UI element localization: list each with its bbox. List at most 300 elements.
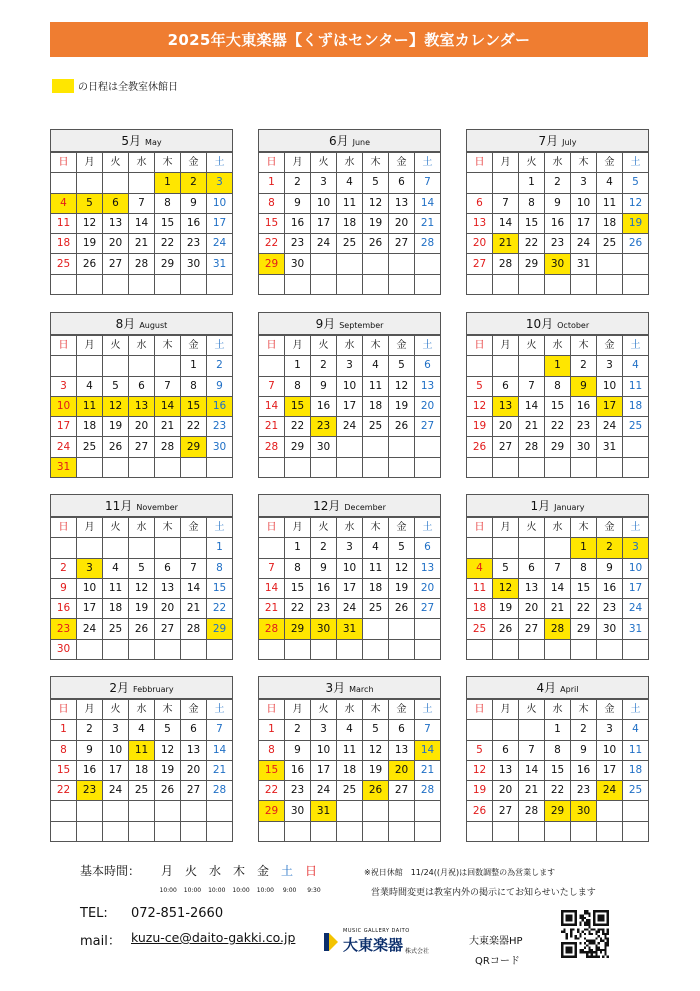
weekday-cell: 水 (129, 700, 155, 720)
weekday-cell: 火 (311, 700, 337, 720)
day-cell (415, 254, 441, 274)
weekday-cell: 月 (77, 153, 103, 173)
day-cell: 20 (467, 234, 493, 254)
day-cell (571, 457, 597, 477)
week-row (51, 193, 233, 213)
week-row (51, 599, 233, 619)
day-cell: 5 (363, 173, 389, 193)
weekday-cell: 土 (623, 153, 649, 173)
weekday-cell: 月 (77, 518, 103, 538)
weekday-cell: 月 (77, 336, 103, 356)
day-cell: 22 (519, 234, 545, 254)
day-cell: 9 (597, 558, 623, 578)
day-cell: 25 (51, 254, 77, 274)
day-cell: 1 (545, 720, 571, 740)
day-cell: 16 (285, 760, 311, 780)
day-cell: 14 (207, 740, 233, 760)
week-row (259, 274, 441, 294)
day-cell: 26 (623, 234, 649, 254)
day-cell: 25 (337, 234, 363, 254)
day-cell: 29 (545, 437, 571, 457)
day-cell: 11 (337, 193, 363, 213)
day-cell (285, 274, 311, 294)
day-cell: 6 (129, 376, 155, 396)
day-cell: 8 (519, 193, 545, 213)
week-row (259, 578, 441, 598)
month-calendar (466, 494, 649, 660)
day-cell: 1 (207, 538, 233, 558)
day-cell: 28 (519, 437, 545, 457)
day-cell (337, 639, 363, 659)
day-cell (415, 437, 441, 457)
week-row (51, 578, 233, 598)
day-cell (207, 457, 233, 477)
day-cell: 27 (389, 781, 415, 801)
day-cell: 26 (103, 437, 129, 457)
weekday-row (259, 700, 441, 720)
day-cell: 28 (415, 781, 441, 801)
month-header (258, 312, 441, 335)
day-cell (103, 821, 129, 841)
day-cell (155, 821, 181, 841)
week-row (51, 720, 233, 740)
day-cell (259, 639, 285, 659)
day-cell: 27 (493, 437, 519, 457)
day-cell: 7 (129, 193, 155, 213)
day-cell: 28 (259, 437, 285, 457)
day-cell (337, 821, 363, 841)
day-cell: 30 (571, 437, 597, 457)
week-row (51, 639, 233, 659)
week-row (467, 417, 649, 437)
day-cell: 12 (467, 760, 493, 780)
weekday-cell: 水 (129, 336, 155, 356)
day-cell: 10 (51, 396, 77, 416)
day-cell: 19 (103, 417, 129, 437)
week-row (467, 457, 649, 477)
page-title: 2025年大東楽器【くずはセンター】教室カレンダー (167, 31, 531, 49)
day-cell: 1 (285, 538, 311, 558)
day-cell: 25 (597, 234, 623, 254)
day-cell: 22 (207, 599, 233, 619)
day-cell (415, 821, 441, 841)
day-cell: 18 (363, 396, 389, 416)
day-cell: 5 (467, 740, 493, 760)
weekday-cell: 水 (545, 700, 571, 720)
day-cell (77, 274, 103, 294)
day-cell (389, 639, 415, 659)
month-label: 5月 (121, 134, 142, 148)
day-cell (311, 457, 337, 477)
week-row (51, 356, 233, 376)
day-cell: 25 (77, 437, 103, 457)
day-cell: 23 (77, 781, 103, 801)
week-row (51, 558, 233, 578)
day-cell (597, 639, 623, 659)
month-label: 9月 (315, 317, 336, 331)
month-calendar (466, 312, 649, 478)
day-cell: 19 (493, 599, 519, 619)
weekday-cell: 日 (51, 153, 77, 173)
day-cell (51, 821, 77, 841)
day-cell (389, 457, 415, 477)
day-cell (181, 457, 207, 477)
day-cell (337, 457, 363, 477)
day-cell: 24 (103, 781, 129, 801)
month-label: 12月 (313, 499, 341, 513)
day-cell: 24 (623, 599, 649, 619)
day-cell (467, 639, 493, 659)
day-cell: 3 (77, 558, 103, 578)
day-cell: 5 (493, 558, 519, 578)
day-cell: 2 (207, 356, 233, 376)
week-row (467, 376, 649, 396)
day-cell (103, 538, 129, 558)
day-cell: 28 (545, 619, 571, 639)
week-row (467, 801, 649, 821)
weekday-cell: 月 (493, 153, 519, 173)
day-cell: 7 (259, 376, 285, 396)
weekday-row (259, 153, 441, 173)
month-label: 8月 (115, 317, 136, 331)
day-cell: 2 (597, 538, 623, 558)
month-header (50, 129, 233, 152)
day-cell (363, 619, 389, 639)
day-cell (467, 356, 493, 376)
weekday-cell: 月 (285, 518, 311, 538)
weekday-cell: 金 (181, 336, 207, 356)
day-cell: 6 (493, 740, 519, 760)
day-cell: 11 (623, 376, 649, 396)
weekday-cell: 土 (415, 153, 441, 173)
week-row (467, 599, 649, 619)
day-cell (337, 254, 363, 274)
day-cell (51, 274, 77, 294)
day-cell: 19 (389, 396, 415, 416)
week-row (467, 720, 649, 740)
week-row (51, 437, 233, 457)
day-cell: 26 (467, 437, 493, 457)
month-table (466, 335, 649, 478)
day-cell (311, 274, 337, 294)
day-cell: 25 (623, 781, 649, 801)
week-row (467, 173, 649, 193)
day-cell: 3 (311, 720, 337, 740)
day-cell: 14 (519, 396, 545, 416)
day-cell: 11 (467, 578, 493, 598)
week-row (467, 740, 649, 760)
week-row (51, 781, 233, 801)
week-row (51, 376, 233, 396)
day-cell: 20 (493, 781, 519, 801)
day-cell: 11 (337, 740, 363, 760)
day-cell: 18 (623, 760, 649, 780)
day-cell (155, 801, 181, 821)
day-cell: 7 (181, 558, 207, 578)
day-cell (571, 639, 597, 659)
day-cell: 11 (103, 578, 129, 598)
day-cell: 21 (519, 781, 545, 801)
day-cell: 31 (337, 619, 363, 639)
day-cell (519, 356, 545, 376)
day-cell: 5 (389, 356, 415, 376)
day-cell: 14 (493, 213, 519, 233)
weekday-cell: 火 (519, 518, 545, 538)
day-cell: 16 (311, 396, 337, 416)
day-cell: 12 (467, 396, 493, 416)
weekday-cell: 木 (155, 336, 181, 356)
day-cell: 29 (285, 619, 311, 639)
day-cell: 13 (415, 376, 441, 396)
day-cell (181, 639, 207, 659)
weekday-cell: 日 (467, 336, 493, 356)
day-cell (363, 254, 389, 274)
day-cell: 11 (597, 193, 623, 213)
tel-number[interactable]: 072-851-2660 (131, 906, 224, 921)
weekday-cell: 日 (51, 336, 77, 356)
day-cell: 9 (285, 193, 311, 213)
day-cell: 15 (259, 213, 285, 233)
month-header (466, 494, 649, 517)
week-row (259, 619, 441, 639)
day-cell: 24 (337, 417, 363, 437)
qr-code-icon[interactable] (561, 910, 609, 958)
week-row (467, 538, 649, 558)
day-cell: 8 (259, 740, 285, 760)
week-row (467, 639, 649, 659)
day-cell (363, 274, 389, 294)
day-cell: 28 (519, 801, 545, 821)
week-row (51, 234, 233, 254)
week-row (467, 274, 649, 294)
day-cell: 3 (597, 356, 623, 376)
day-cell: 19 (155, 760, 181, 780)
weekday-cell: 火 (103, 700, 129, 720)
day-cell (181, 274, 207, 294)
day-cell: 27 (129, 437, 155, 457)
day-cell: 30 (597, 619, 623, 639)
weekday-cell: 木 (363, 700, 389, 720)
day-cell: 16 (181, 213, 207, 233)
hours-day: 木 (233, 864, 246, 878)
day-cell: 18 (129, 760, 155, 780)
legend-text: の日程は全教室休館日 (78, 82, 178, 93)
day-cell (337, 801, 363, 821)
day-cell: 14 (415, 193, 441, 213)
weekday-cell: 金 (181, 700, 207, 720)
day-cell: 7 (155, 376, 181, 396)
day-cell (103, 801, 129, 821)
day-cell (467, 274, 493, 294)
week-row (467, 760, 649, 780)
day-cell: 8 (51, 740, 77, 760)
day-cell: 17 (311, 213, 337, 233)
day-cell: 11 (51, 213, 77, 233)
day-cell: 17 (77, 599, 103, 619)
day-cell: 22 (51, 781, 77, 801)
day-cell: 30 (285, 254, 311, 274)
day-cell (181, 801, 207, 821)
hours-label: 基本時間： (80, 864, 141, 878)
day-cell (51, 356, 77, 376)
day-cell: 14 (545, 578, 571, 598)
day-cell: 14 (181, 578, 207, 598)
day-cell (623, 639, 649, 659)
day-cell: 2 (545, 173, 571, 193)
day-cell: 2 (181, 173, 207, 193)
day-cell: 12 (77, 213, 103, 233)
day-cell: 12 (103, 396, 129, 416)
month-table (258, 335, 441, 478)
day-cell: 2 (311, 356, 337, 376)
day-cell: 14 (519, 760, 545, 780)
month-english: August (139, 321, 168, 330)
day-cell: 19 (467, 781, 493, 801)
month-header (466, 676, 649, 699)
day-cell (493, 821, 519, 841)
day-cell (155, 356, 181, 376)
week-row (467, 578, 649, 598)
day-cell (389, 801, 415, 821)
month-table (466, 152, 649, 295)
day-cell: 9 (571, 740, 597, 760)
week-row (51, 760, 233, 780)
day-cell: 4 (363, 356, 389, 376)
weekday-cell: 金 (181, 153, 207, 173)
day-cell: 23 (181, 234, 207, 254)
day-cell: 5 (363, 720, 389, 740)
day-cell (103, 173, 129, 193)
day-cell (623, 801, 649, 821)
day-cell: 10 (103, 740, 129, 760)
logo-mark-icon (322, 931, 340, 953)
day-cell: 26 (129, 619, 155, 639)
month-header (50, 494, 233, 517)
day-cell: 22 (181, 417, 207, 437)
day-cell (51, 801, 77, 821)
day-cell: 6 (389, 720, 415, 740)
day-cell: 5 (623, 173, 649, 193)
day-cell: 3 (51, 376, 77, 396)
day-cell: 14 (155, 396, 181, 416)
day-cell: 21 (415, 213, 441, 233)
day-cell: 13 (467, 213, 493, 233)
weekday-cell: 日 (467, 153, 493, 173)
day-cell: 17 (597, 760, 623, 780)
weekday-cell: 木 (363, 153, 389, 173)
title-bar (50, 22, 648, 57)
day-cell: 21 (259, 417, 285, 437)
month-table (258, 152, 441, 295)
day-cell: 12 (129, 578, 155, 598)
day-cell (259, 356, 285, 376)
weekday-row (51, 700, 233, 720)
day-cell: 18 (337, 213, 363, 233)
day-cell: 11 (363, 558, 389, 578)
day-cell: 9 (571, 376, 597, 396)
day-cell: 6 (389, 173, 415, 193)
month-english: March (349, 685, 374, 694)
month-table (50, 699, 233, 842)
month-english: May (145, 138, 162, 147)
day-cell: 13 (493, 760, 519, 780)
day-cell: 13 (415, 558, 441, 578)
day-cell: 14 (259, 396, 285, 416)
day-cell: 13 (519, 578, 545, 598)
day-cell: 4 (337, 720, 363, 740)
month-calendar (50, 129, 233, 295)
day-cell: 10 (77, 578, 103, 598)
day-cell: 26 (363, 781, 389, 801)
day-cell: 12 (493, 578, 519, 598)
day-cell: 30 (311, 619, 337, 639)
day-cell: 18 (77, 417, 103, 437)
hours-time: 10:00 (159, 887, 177, 894)
weekday-cell: 土 (207, 700, 233, 720)
day-cell (285, 821, 311, 841)
day-cell (285, 457, 311, 477)
day-cell (103, 274, 129, 294)
day-cell (519, 639, 545, 659)
day-cell: 21 (155, 417, 181, 437)
day-cell: 9 (51, 578, 77, 598)
weekday-cell: 火 (103, 518, 129, 538)
weekday-cell: 水 (545, 336, 571, 356)
mail-label: mail： (80, 934, 121, 949)
week-row (467, 396, 649, 416)
day-cell: 16 (571, 396, 597, 416)
day-cell: 9 (311, 376, 337, 396)
weekday-cell: 火 (311, 153, 337, 173)
hours-day: 水 (209, 864, 222, 878)
day-cell: 24 (311, 234, 337, 254)
week-row (259, 720, 441, 740)
day-cell: 12 (389, 558, 415, 578)
day-cell (493, 274, 519, 294)
weekday-row (259, 336, 441, 356)
day-cell: 2 (51, 558, 77, 578)
day-cell: 30 (545, 254, 571, 274)
mail-link[interactable]: kuzu-ce@daito-gakki.co.jp (131, 930, 296, 945)
week-row (51, 538, 233, 558)
week-row (259, 234, 441, 254)
weekday-cell: 水 (337, 336, 363, 356)
day-cell (155, 457, 181, 477)
day-cell: 9 (207, 376, 233, 396)
month-label: 11月 (105, 499, 133, 513)
day-cell: 1 (571, 538, 597, 558)
month-label: 6月 (328, 134, 349, 148)
day-cell: 20 (415, 578, 441, 598)
day-cell: 15 (519, 213, 545, 233)
day-cell: 13 (493, 396, 519, 416)
day-cell (51, 538, 77, 558)
day-cell: 4 (103, 558, 129, 578)
week-row (259, 254, 441, 274)
day-cell: 5 (467, 376, 493, 396)
day-cell (415, 619, 441, 639)
day-cell: 28 (155, 437, 181, 457)
week-row (259, 821, 441, 841)
day-cell: 13 (129, 396, 155, 416)
week-row (51, 801, 233, 821)
day-cell: 1 (545, 356, 571, 376)
weekday-row (51, 153, 233, 173)
month-english: April (560, 685, 579, 694)
day-cell: 1 (181, 356, 207, 376)
week-row (259, 639, 441, 659)
company-logo (322, 928, 429, 955)
